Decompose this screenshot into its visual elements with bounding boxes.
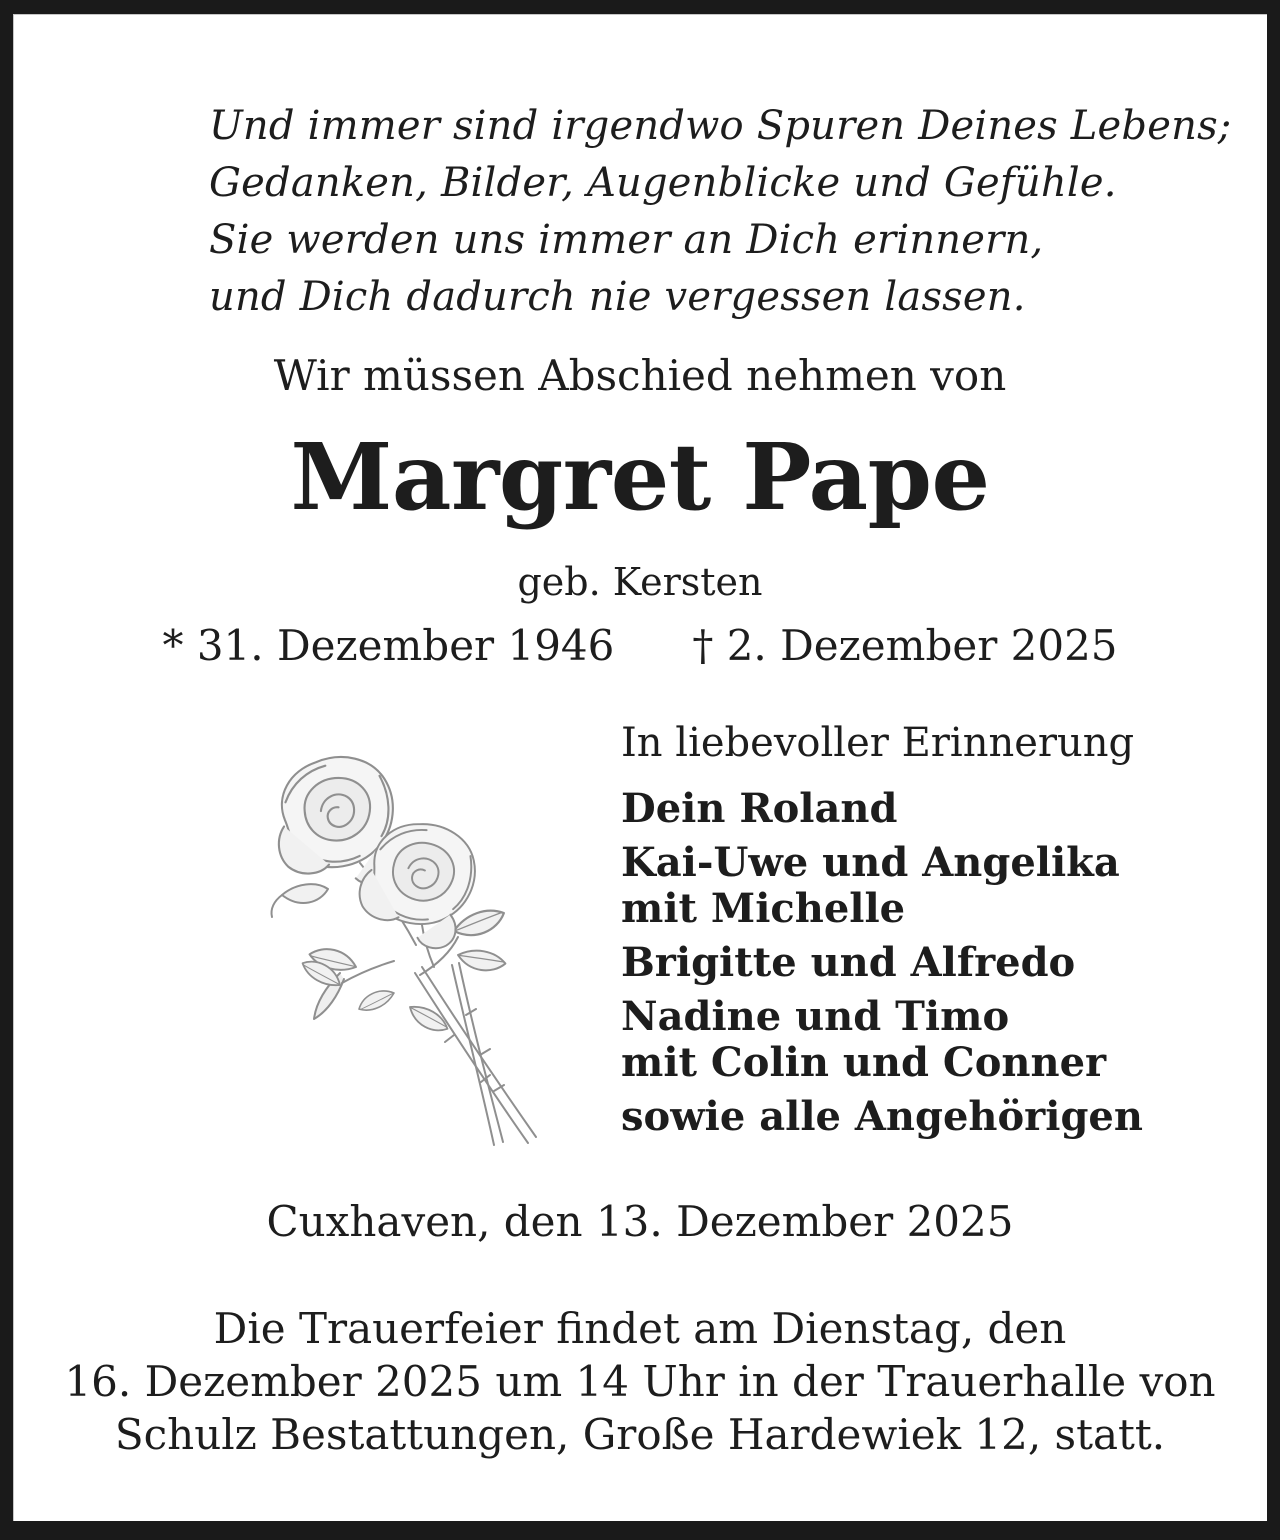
place-dateline: Cuxhaven, den 13. Dezember 2025 — [266, 1197, 1014, 1246]
mourner-line: Kai-Uwe und Angelika — [621, 839, 1120, 886]
farewell-intro-line: Wir müssen Abschied nehmen von — [273, 351, 1007, 400]
roses-sketch-illustration — [244, 735, 579, 1150]
funeral-notice-line: Schulz Bestattungen, Große Hardewiek 12, statt. — [114, 1410, 1166, 1459]
funeral-notice-line: 16. Dezember 2025 um 14 Uhr in der Trauerhalle von — [64, 1357, 1216, 1406]
roses-sketch-svg — [244, 735, 579, 1150]
mourner-line: Dein Roland — [621, 785, 898, 832]
obituary-sheet — [13, 14, 1267, 1521]
mourner-line: Brigitte und Alfredo — [621, 939, 1076, 986]
death-date: † 2. Dezember 2025 — [692, 621, 1118, 670]
mourner-group — [621, 786, 1143, 832]
life-dates — [13, 622, 1267, 670]
funeral-notice-line: Die Trauerfeier findet am Dienstag, den — [213, 1304, 1067, 1353]
mourner-group — [621, 940, 1143, 986]
poem-line: und Dich dadurch nie vergessen lassen. — [209, 274, 1026, 320]
mourner-group — [621, 840, 1143, 932]
mourner-line: sowie alle Angehörigen — [621, 1093, 1143, 1140]
funeral-notice — [13, 1302, 1267, 1461]
mourner-line: mit Michelle — [621, 885, 906, 932]
birth-date: * 31. Dezember 1946 — [162, 621, 615, 670]
mourner-line: Nadine und Timo — [621, 993, 1010, 1040]
memorial-poem — [209, 98, 1231, 326]
maiden-name: geb. Kersten — [517, 560, 763, 604]
poem-line: Und immer sind irgendwo Spuren Deines Lebens; — [209, 103, 1232, 149]
mourners-block — [621, 720, 1143, 1148]
memorial-heading: In liebevoller Erinnerung — [621, 720, 1135, 766]
mourner-line: mit Colin und Conner — [621, 1039, 1107, 1086]
mourner-group — [621, 1094, 1143, 1140]
poem-line: Gedanken, Bilder, Augenblicke und Gefühle. — [209, 160, 1117, 206]
mourner-group — [621, 994, 1143, 1086]
deceased-name: Margret Pape — [290, 423, 990, 531]
poem-line: Sie werden uns immer an Dich erinnern, — [209, 217, 1044, 263]
